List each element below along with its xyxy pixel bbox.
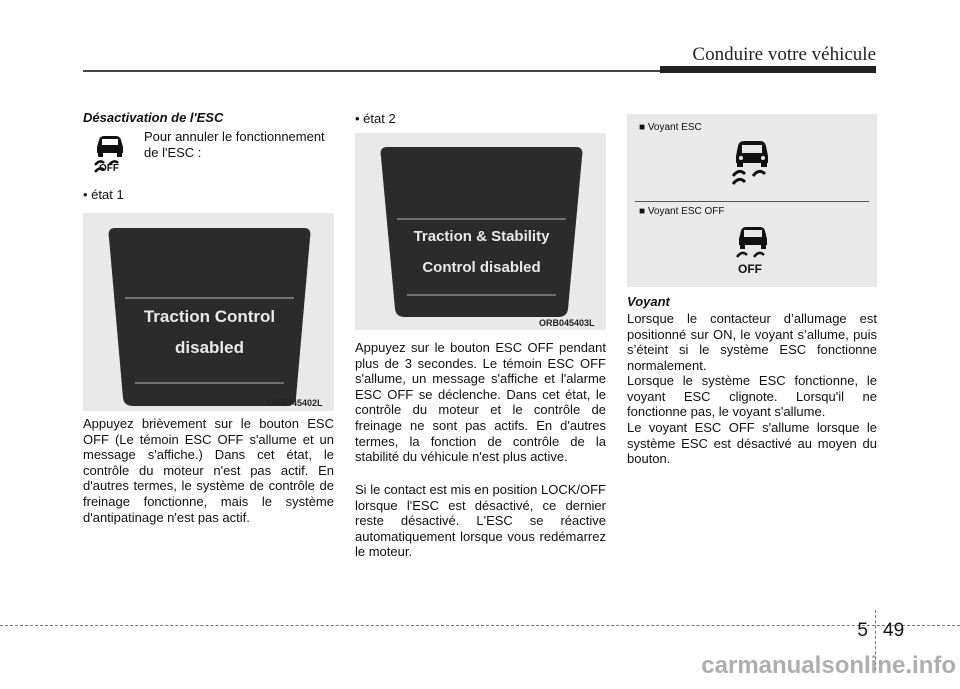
esc-off-indicator-label: OFF [738, 262, 762, 276]
esc-off-indicator-icon [733, 224, 773, 276]
indicator-para-3: Le voyant ESC OFF s'allume lorsque le système ESC est désactivé au moyen du bouton. [627, 420, 877, 467]
esc-off-icon-label: OFF [99, 163, 119, 174]
display-text-line-2: Control disabled [422, 259, 541, 276]
legend-divider [635, 201, 869, 202]
indicator-para-2: Lorsque le système ESC fonctionne, le voyant ESC clignote. Lorsqu'il ne fonctionne pas, le voyant s'allume. [627, 373, 877, 420]
footer-rule [0, 625, 960, 626]
state-1-label: • état 1 [83, 187, 124, 202]
esc-indicator-icon [729, 138, 775, 191]
watermark: carmanualsonline.info [701, 652, 956, 679]
state-2-description: Appuyez sur le bouton ESC OFF pendant plus de 3 secondes. Le témoin ESC OFF s'allume, un message s'affiche et l'alarme ESC OFF se déclenche. Dans cet état, le contrôle du moteur et le contrôle de freinage ne sont pas actifs. En d'autres termes, la fonction de contrôle de la stabilité du véhicule n'est plus active. [355, 340, 606, 465]
state-1-description: Appuyez brièvement sur le bouton ESC OFF (Le témoin ESC OFF s'allume et un message s'affiche.) Dans cet état, le contrôle du moteur n'est pas actif. En d'autres termes, le système de contrôle de freinage fonctionne, mais le système d'antipatinage n'est pas actif. [83, 416, 334, 525]
page-number: 49 [883, 620, 905, 641]
indicator-legend-panel [627, 114, 877, 287]
section-heading-indicator: Voyant [627, 294, 670, 309]
esc-off-icon [83, 132, 137, 178]
figure-caption-state-2: ORB045403L [539, 318, 595, 328]
state-2-label: • état 2 [355, 111, 396, 126]
section-heading-esc-deactivation: Désactivation de l'ESC [83, 110, 224, 125]
display-text-line-2: disabled [175, 338, 244, 357]
header-rule-accent [660, 66, 876, 73]
indicator-para-1: Lorsque le contacteur d’allumage est positionné sur ON, le voyant s’allume, puis s’éteint si le système ESC fonctionne normalement. [627, 311, 877, 373]
figure-panel-state-1 [83, 213, 334, 411]
display-text-line-1: Traction & Stability [413, 228, 550, 245]
section-number: 5 [857, 620, 868, 641]
page-header-title: Conduire votre véhicule [692, 44, 876, 65]
figure-caption-state-1: ORB045402L [267, 398, 323, 408]
deactivation-intro: Pour annuler le fonctionnement de l'ESC : [144, 129, 325, 160]
legend-esc-off-indicator: ■ Voyant ESC OFF [639, 206, 725, 217]
display-text-line-1: Traction Control [143, 307, 276, 326]
state-2-lock-note: Si le contact est mis en position LOCK/OFF lorsque l'ESC est désactivé, ce dernier reste désactivé. L'ESC se réactive automatiquement lorsque vous redémarrez le moteur. [355, 482, 606, 560]
figure-panel-state-2 [355, 133, 606, 330]
legend-esc-indicator: ■ Voyant ESC [639, 122, 702, 133]
